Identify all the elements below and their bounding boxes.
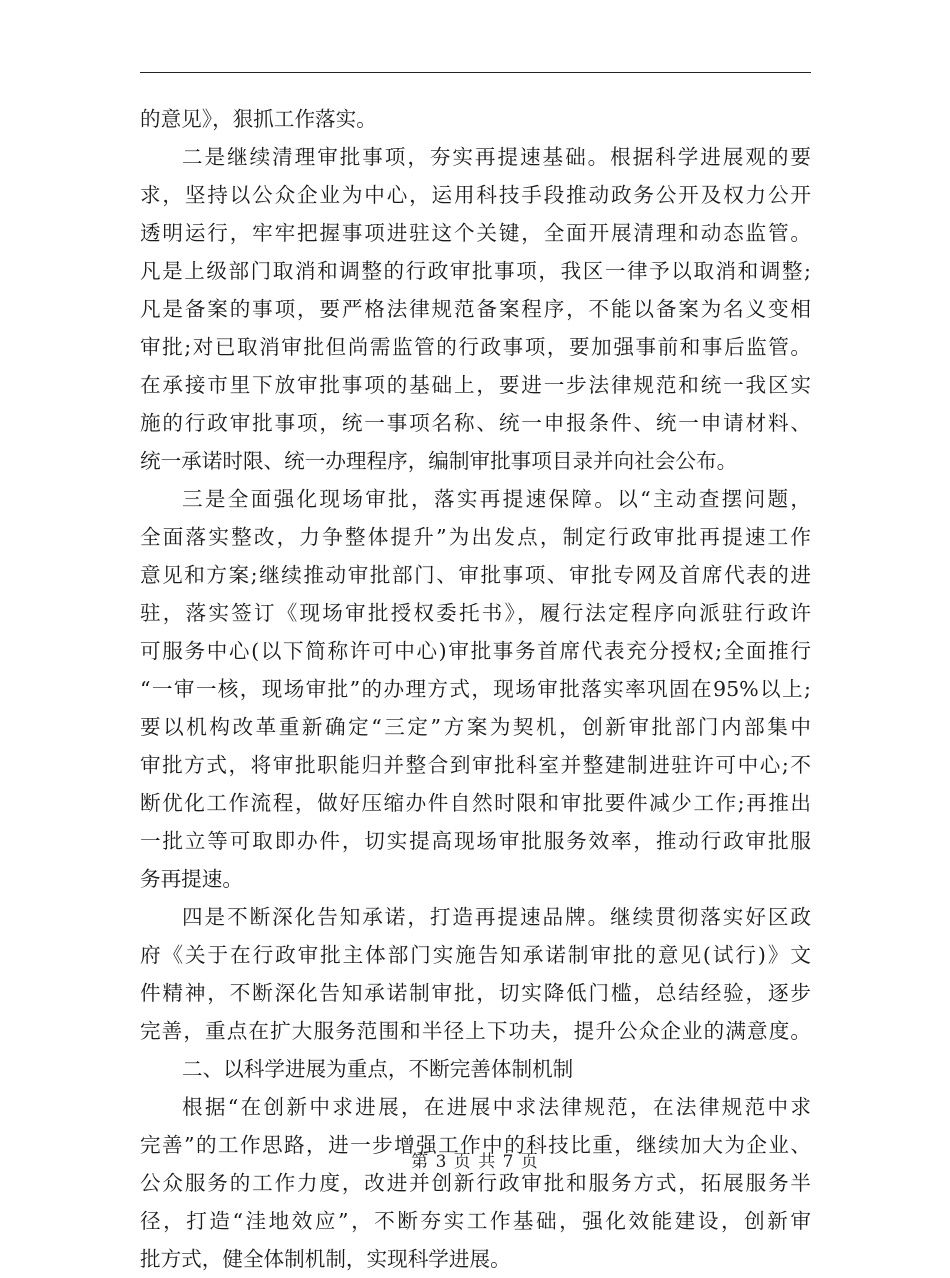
text-line: 可服务中心(以下简称许可中心)审批事务首席代表充分授权;全面推行 (140, 639, 811, 663)
page-number: 第 3 页 共 7 页 (411, 1152, 539, 1172)
text-line: 三是全面强化现场审批，落实再提速保障。以“主动查摆问题， (182, 487, 811, 511)
text-line: 件精神，不断深化告知承诺制审批，切实降低门槛，总结经验，逐步 (140, 981, 811, 1005)
text-line: 公众服务的工作力度，改进并创新行政审批和服务方式，拓展服务半 (140, 1171, 811, 1195)
text-line: 在承接市里下放审批事项的基础上，要进一步法律规范和统一我区实 (140, 373, 811, 397)
text-line: 要以机构改革重新确定“三定”方案为契机，创新审批部门内部集中 (140, 715, 811, 739)
text-line: 径，打造“洼地效应”，不断夯实工作基础，强化效能建设，创新审 (140, 1209, 811, 1233)
text-line: 审批方式，将审批职能归并整合到审批科室并整建制进驻许可中心;不 (140, 753, 811, 777)
text-line: 四是不断深化告知承诺，打造再提速品牌。继续贯彻落实好区政 (182, 905, 811, 929)
document-body (140, 100, 811, 1278)
text-line: 驻，落实签订《现场审批授权委托书》，履行法定程序向派驻行政许 (140, 601, 811, 625)
text-line: 根据“在创新中求进展，在进展中求法律规范，在法律规范中求 (182, 1095, 811, 1119)
text-line: “一审一核，现场审批”的办理方式，现场审批落实率巩固在95%以上; (140, 677, 811, 701)
text-line: 意见和方案;继续推动审批部门、审批事项、审批专网及首席代表的进 (140, 563, 811, 587)
text-line: 二、以科学进展为重点，不断完善体制机制 (182, 1057, 574, 1081)
text-line: 求，坚持以公众企业为中心，运用科技手段推动政务公开及权力公开 (140, 183, 811, 207)
text-line: 全面落实整改，力争整体提升”为出发点，制定行政审批再提速工作 (140, 525, 811, 549)
text-line: 施的行政审批事项，统一事项名称、统一申报条件、统一申请材料、 (140, 411, 811, 435)
text-line: 凡是备案的事项，要严格法律规范备案程序，不能以备案为名义变相 (140, 297, 811, 321)
text-line: 审批;对已取消审批但尚需监管的行政事项，要加强事前和事后监管。 (140, 335, 811, 359)
text-line: 批方式，健全体制机制，实现科学进展。 (140, 1247, 511, 1271)
text-line: 二是继续清理审批事项，夯实再提速基础。根据科学进展观的要 (182, 145, 811, 169)
text-line: 完善，重点在扩大服务范围和半径上下功夫，提升公众企业的满意度。 (140, 1019, 811, 1043)
header-rule (140, 72, 811, 73)
text-line: 断优化工作流程，做好压缩办件自然时限和审批要件减少工作;再推出 (140, 791, 811, 815)
text-line: 务再提速。 (140, 867, 243, 891)
text-line: 一批立等可取即办件，切实提高现场审批服务效率，推动行政审批服 (140, 829, 811, 853)
text-line: 统一承诺时限、统一办理程序，编制审批事项目录并向社会公布。 (140, 449, 738, 473)
text-line: 的意见》，狠抓工作落实。 (140, 107, 377, 131)
text-line: 凡是上级部门取消和调整的行政审批事项，我区一律予以取消和调整; (140, 259, 811, 283)
text-line: 府《关于在行政审批主体部门实施告知承诺制审批的意见(试行)》文 (140, 943, 811, 967)
text-line: 透明运行，牢牢把握事项进驻这个关键，全面开展清理和动态监管。 (140, 221, 811, 245)
text-line: 完善”的工作思路，进一步增强工作中的科技比重，继续加大为企业、 (140, 1133, 811, 1157)
